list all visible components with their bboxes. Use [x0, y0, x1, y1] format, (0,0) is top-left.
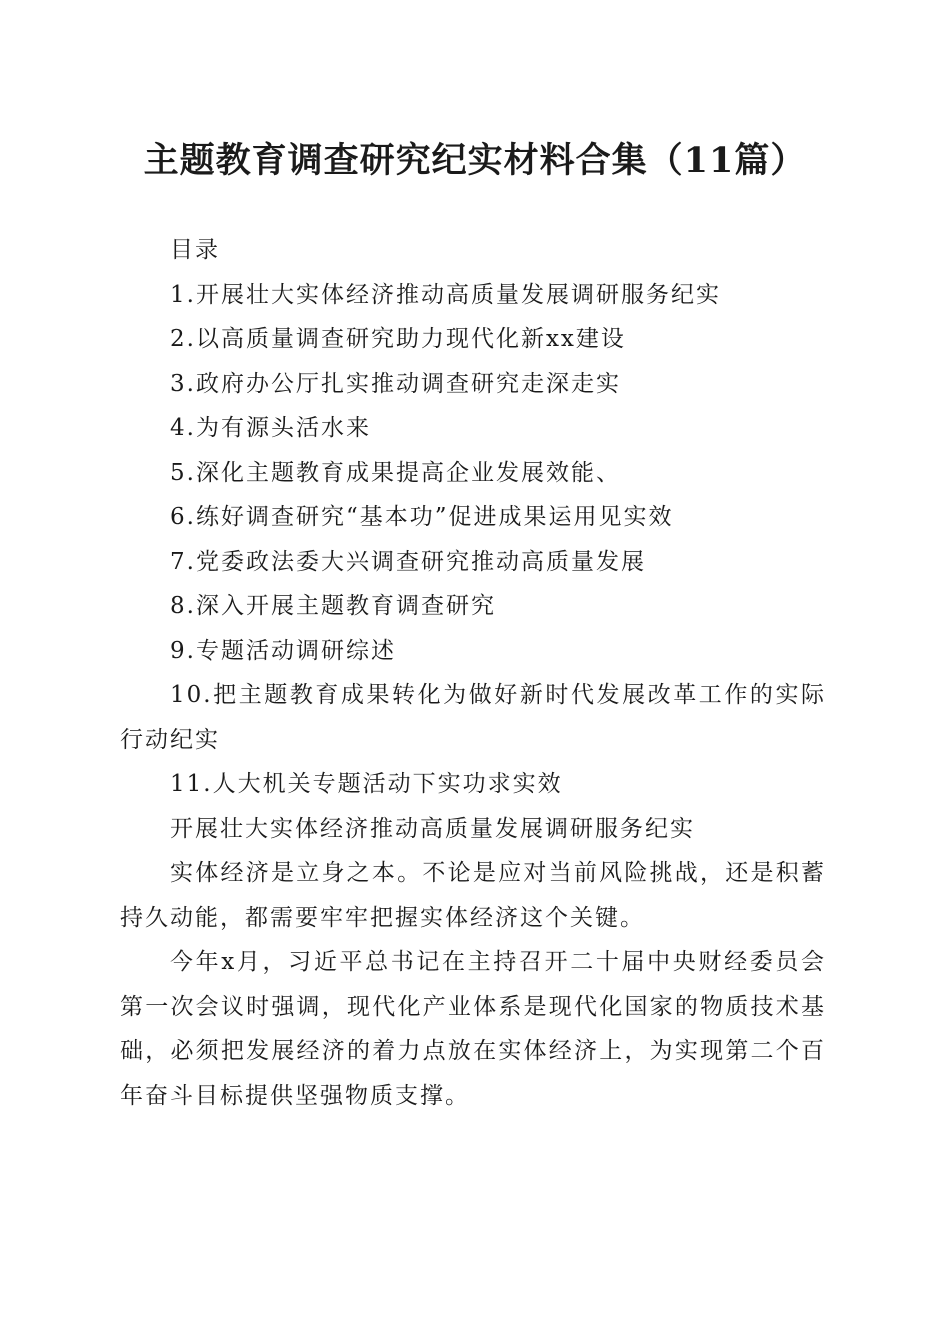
toc-item-7: 7.党委政法委大兴调查研究推动高质量发展	[170, 548, 646, 575]
toc-item-8: 8.深入开展主题教育调查研究	[170, 593, 496, 619]
toc-item-11: 11.人大机关专题活动下实功求实效	[170, 771, 563, 797]
toc-item-2: 2.以高质量调查研究助力现代化新xx建设	[170, 326, 626, 352]
toc-item-1: 1.开展壮大实体经济推动高质量发展调研服务纪实	[170, 281, 721, 308]
document-body	[120, 228, 826, 1118]
toc-item-3: 3.政府办公厅扎实推动调查研究走深走实	[170, 370, 621, 397]
toc-item-10: 10.把主题教育成果转化为做好新时代发展改革工作的实际行动纪实	[120, 682, 826, 753]
toc-item-9: 9.专题活动调研综述	[170, 637, 396, 664]
toc-item-6: 6.练好调查研究“基本功”促进成果运用见实效	[170, 504, 674, 530]
toc-item-4: 4.为有源头活水来	[170, 415, 371, 441]
table-of-contents	[120, 273, 826, 807]
document-title: 主题教育调查研究纪实材料合集（11篇）	[143, 140, 807, 181]
section-heading: 开展壮大实体经济推动高质量发展调研服务纪实	[170, 815, 695, 842]
toc-item-5: 5.深化主题教育成果提高企业发展效能、	[170, 459, 621, 486]
body-paragraph-1: 实体经济是立身之本。不论是应对当前风险挑战，还是积蓄持久动能，都需要牢牢把握实体经济这个关键。	[120, 860, 826, 931]
body-paragraph-2: 今年x月，习近平总书记在主持召开二十届中央财经委员会第一次会议时强调，现代化产业体系是现代化国家的物质技术基础，必须把发展经济的着力点放在实体经济上，为实现第二个百年奋斗目标提供坚强物质支撑。	[120, 949, 826, 1109]
toc-heading: 目录	[170, 237, 220, 263]
